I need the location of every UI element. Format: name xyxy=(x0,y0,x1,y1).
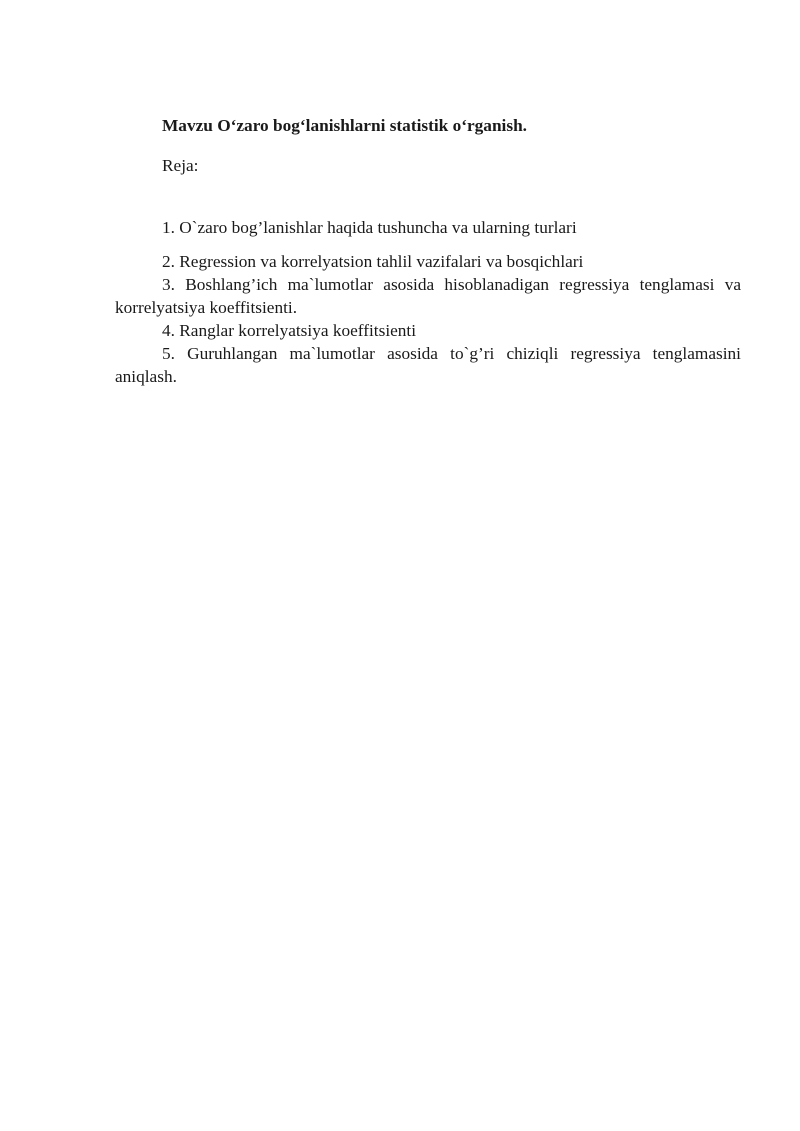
plan-item-5: 5. Guruhlangan ma`lumotlar asosida to`g’ri chiziqli regressiya tenglamasini aniqlash. xyxy=(115,344,741,386)
document-body xyxy=(115,114,741,388)
plan-heading: Reja: xyxy=(162,156,199,175)
plan-item-3: 3. Boshlang’ich ma`lumotlar asosida hisoblanadigan regressiya tenglamasi va korrelyatsiya koeffitsienti. xyxy=(115,275,741,317)
plan-item-4: 4. Ranglar korrelyatsiya koeffitsienti xyxy=(162,321,417,340)
plan-item-1: 1. O`zaro bog’lanishlar haqida tushuncha va ularning turlari xyxy=(162,218,577,237)
document-title: Mavzu O‘zaro bog‘lanishlarni statistik o‘rganish. xyxy=(162,116,528,135)
plan-list xyxy=(115,216,741,388)
plan-item-2: 2. Regression va korrelyatsion tahlil vazifalari va bosqichlari xyxy=(162,252,584,271)
